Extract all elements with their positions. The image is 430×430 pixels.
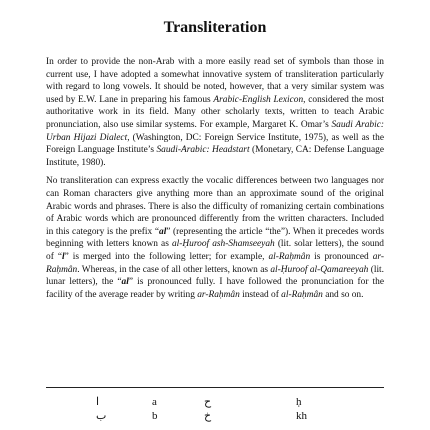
emphasized-text: Saudi Arabic: Urban Hijazi Dialect: [46, 119, 385, 143]
text-run: instead of: [239, 289, 282, 300]
text-run: (lit. lunar letters), the “: [46, 264, 384, 288]
emphasized-text: ar-Raḥmân: [197, 289, 240, 300]
arabic-letter: خ: [204, 410, 212, 422]
emphasized-text: al-Raḥmân: [268, 251, 311, 262]
roman-letter: ḥ: [296, 396, 302, 408]
text-run: No transliteration can express exactly the vocalic differences between two languages nor can Roman characters give anything more than an approximate sound of the original Arabic words and phrases. There is also the difficulty of romanizing certain combinations of Arabic words which are pronounced differently from the written characters. Included in this category is the prefix “: [46, 176, 384, 237]
arabic-letter: ب: [96, 410, 107, 422]
text-run: ” (representing the article “the”). When it precedes words beginning with letters known as: [46, 226, 384, 250]
arabic-letter: ح: [204, 396, 212, 408]
text-run: . Whereas, in the case of all other letters, known as: [77, 264, 271, 275]
page-title: Transliteration: [163, 19, 267, 36]
text-run: In order to provide the non-Arab with a more easily read set of symbols than those in current use, I have adopted a somewhat innovative system of transliteration particularly with regard to long vowels. It should be noted, however, that a very similar system was used by E.W. Lane in preparing his famous: [46, 57, 384, 105]
text-run: ” is pronounced fully. I have followed the pronunciation for the facility of the average reader by writing: [46, 277, 384, 300]
emphasized-text: Arabic-English Lexicon: [213, 94, 304, 105]
table-divider: [46, 387, 384, 388]
emphasized-text: al-Ḥuroof ash-Shamseeyah: [171, 239, 275, 250]
emphasized-text: al: [121, 277, 129, 288]
emphasized-text: al: [159, 226, 167, 237]
text-run: (Monetary, CA: Defense Language Institute, 1980).: [46, 145, 384, 168]
arabic-letter: ا: [96, 396, 100, 408]
text-run: is pronounced: [310, 251, 373, 262]
emphasized-text: al-Raḥmân: [281, 289, 323, 300]
emphasized-text: ar-Raḥmân: [46, 251, 384, 275]
emphasized-text: al-Ḥuroof al-Qamareeyah: [270, 264, 369, 275]
text-run: , considered the most authoritative work in its field. Many other scholarly texts, written to teach Arabic pronunciation, also use similar systems. For example, Margaret K. Omar’s: [46, 94, 385, 130]
roman-letter: kh: [296, 410, 307, 422]
roman-letter: b: [152, 410, 158, 422]
transliteration-table: [46, 395, 384, 423]
emphasized-text: Saudi-Arabic: Headstart: [156, 145, 250, 156]
emphasized-text: l: [62, 251, 65, 262]
text-run: ” is merged into the following letter; for example,: [64, 251, 269, 262]
roman-letter: a: [152, 396, 157, 408]
text-run: and so on.: [322, 289, 364, 300]
table-row: [46, 395, 384, 409]
paragraph-1: [46, 56, 384, 169]
paragraph-2: [46, 175, 384, 301]
text-run: (lit. solar letters), the sound of “: [46, 239, 384, 262]
table-row: [46, 409, 384, 423]
text-run: , (Washington, DC: Foreign Service Institute, 1975), as well as the Foreign Language Institute’s: [46, 132, 384, 156]
